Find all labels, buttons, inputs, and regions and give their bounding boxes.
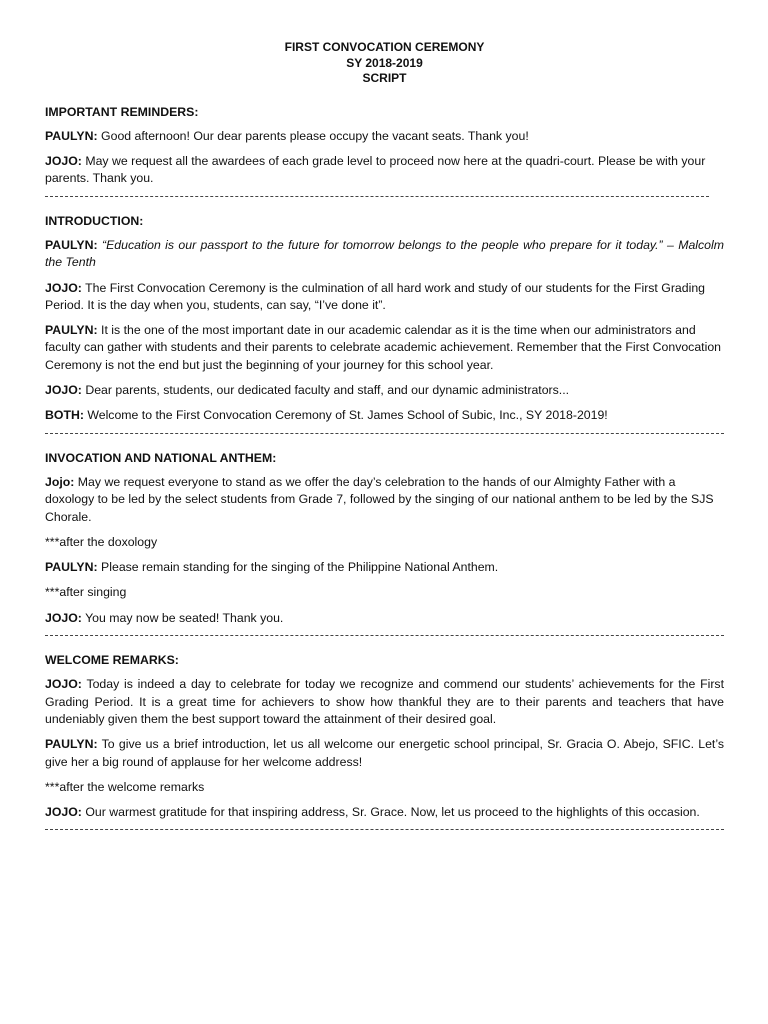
speaker-label: JOJO:: [45, 610, 82, 625]
speaker-label: JOJO:: [45, 677, 82, 692]
paragraph-text: To give us a brief introduction, let us all welcome our energetic school principal, Sr. Gracia O. Abejo, SFIC. Let’s give her a big round of applause for her welcome address!: [45, 737, 724, 769]
introduction-paragraph-5: [45, 407, 724, 424]
quote-text: “Education is our passport to the future for tomorrow belongs to the people who prepare for it today.” – Malcolm the Tenth: [45, 237, 724, 270]
introduction-heading: INTRODUCTION:: [45, 213, 144, 228]
welcome-paragraph-1: [45, 676, 724, 728]
invocation-paragraph-3: [45, 610, 724, 627]
welcome-paragraph-2: [45, 736, 724, 771]
title-line-2: SY 2018-2019: [346, 55, 423, 70]
paragraph-text: The First Convocation Ceremony is the culmination of all hard work and study of our students for the First Grading Period. It is the day when you, students, can say, “I’ve done it”.: [45, 280, 706, 312]
speaker-label: PAULYN:: [45, 237, 98, 252]
introduction-paragraph-3: [45, 322, 724, 374]
speaker-label: PAULYN:: [45, 737, 98, 752]
stage-note: ***after the doxology: [45, 534, 158, 549]
section-divider: [45, 196, 709, 197]
speaker-label: JOJO:: [45, 805, 82, 820]
speaker-label: JOJO:: [45, 154, 82, 169]
speaker-label: JOJO:: [45, 280, 82, 295]
paragraph-text: Good afternoon! Our dear parents please occupy the vacant seats. Thank you!: [97, 128, 529, 143]
paragraph-text: You may now be seated! Thank you.: [81, 610, 284, 625]
speaker-label: PAULYN:: [45, 128, 98, 143]
speaker-label: BOTH:: [45, 408, 84, 423]
paragraph-text: May we request everyone to stand as we offer the day’s celebration to the hands of our Almighty Father with a doxology to be led by the select students from Grade 7, followed by the singing of our national anthem to be led by the SJS Chorale.: [45, 474, 714, 524]
paragraph-text: Our warmest gratitude for that inspiring address, Sr. Grace. Now, let us proceed to the highlights of this occasion.: [81, 805, 700, 820]
reminders-heading: IMPORTANT REMINDERS:: [45, 104, 199, 119]
stage-note: ***after singing: [45, 585, 127, 600]
speaker-label: PAULYN:: [45, 560, 98, 575]
introduction-paragraph-2: [45, 280, 724, 315]
paragraph-text: May we request all the awardees of each grade level to proceed now here at the quadri-court. Please be with your parents. Thank you.: [45, 154, 706, 186]
speaker-label: Jojo:: [45, 474, 75, 489]
welcome-heading: WELCOME REMARKS:: [45, 653, 179, 668]
document-title: [45, 40, 724, 87]
section-divider: [45, 829, 724, 830]
introduction-paragraph-1: [45, 237, 724, 272]
reminders-paragraph-1: [45, 128, 724, 145]
paragraph-text: Dear parents, students, our dedicated faculty and staff, and our dynamic administrators...: [81, 383, 570, 398]
paragraph-text: Please remain standing for the singing of the Philippine National Anthem.: [97, 560, 499, 575]
stage-note: ***after the welcome remarks: [45, 779, 205, 794]
paragraph-text: It is the one of the most important date in our academic calendar as it is the time when our administrators and faculty can gather with students and their parents to celebrate academic achievement. Remember that the First Convocation Ceremony is not the end but just the beginning of your journey for this school year.: [45, 323, 721, 372]
paragraph-text: Welcome to the First Convocation Ceremony of St. James School of Subic, Inc., SY 2018-2019!: [83, 408, 608, 423]
invocation-heading: INVOCATION AND NATIONAL ANTHEM:: [45, 450, 277, 465]
paragraph-text: Today is indeed a day to celebrate for today we recognize and commend our students’ achievements for the First Grading Period. It is a great time for achievers to show how thankful they are to their parents and teachers that have undeniably given them the best support toward the attainment of their desired goal.: [45, 677, 724, 726]
speaker-label: JOJO:: [45, 383, 82, 398]
title-line-3: SCRIPT: [362, 71, 407, 85]
invocation-paragraph-2: [45, 559, 724, 576]
reminders-paragraph-2: [45, 153, 724, 188]
section-divider: [45, 433, 724, 434]
speaker-label: PAULYN:: [45, 323, 98, 338]
introduction-paragraph-4: [45, 382, 724, 399]
title-line-1: FIRST CONVOCATION CEREMONY: [284, 40, 485, 54]
welcome-paragraph-3: [45, 804, 724, 821]
section-divider: [45, 635, 724, 636]
invocation-paragraph-1: [45, 474, 724, 526]
